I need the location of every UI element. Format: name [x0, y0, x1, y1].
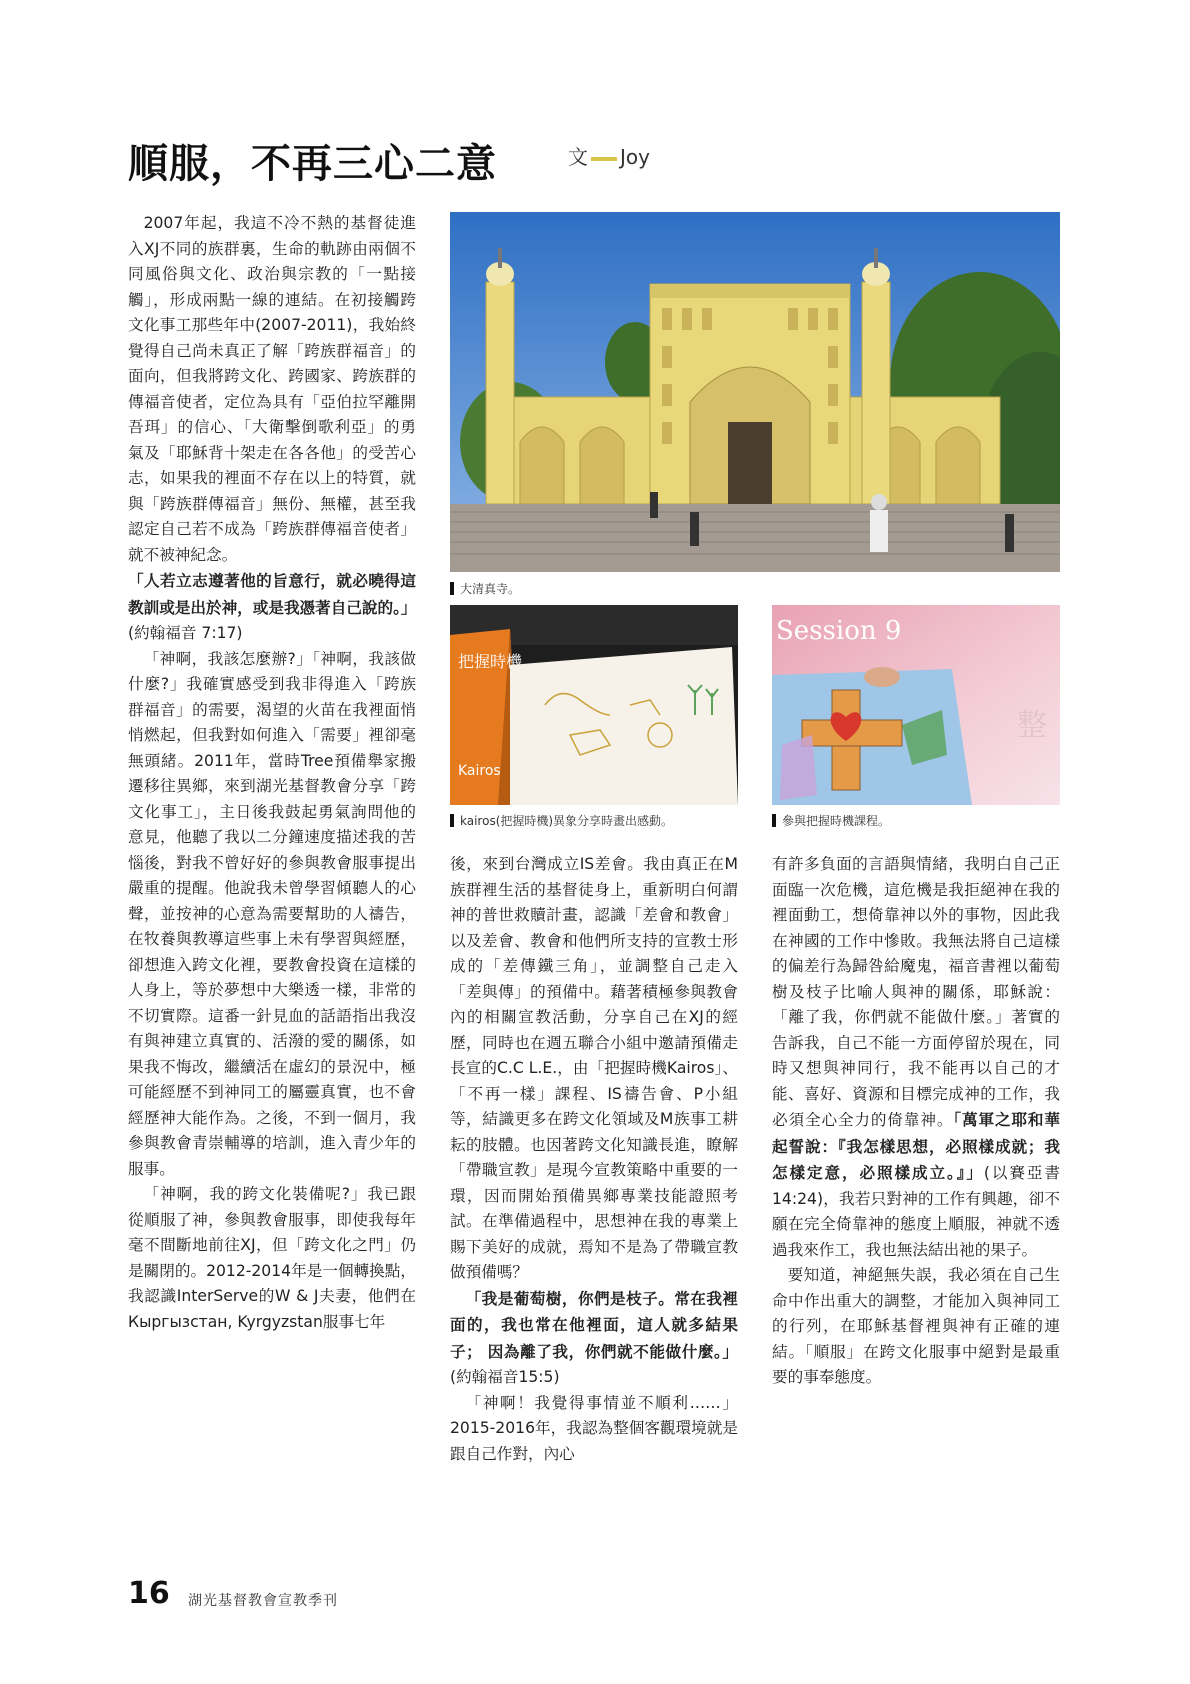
scripture-quote: [128, 568, 416, 647]
book-kairos-text: Kairos: [458, 763, 501, 779]
paragraph: 「神啊，我的跨文化裝備呢?」我已跟從順服了神，參與教會服事，即使我每年毫不間斷地前往XJ，但「跨文化之門」仍是關閉的。2012-2014年是一個轉換點，我認識InterServe的W & J夫妻，他們在Кыргызстан, Kyrgyzstan服事七年: [128, 1185, 416, 1331]
mosque-caption: [450, 580, 520, 597]
caption-bar: [450, 582, 454, 595]
paragraph: [772, 852, 1060, 1263]
session-caption: [772, 812, 890, 829]
caption-bar: [450, 814, 454, 827]
scripture-reference: (約翰福音15:5): [450, 1368, 560, 1386]
article-title: 順服，不再三心二意: [128, 141, 497, 187]
text-column-3: [772, 852, 1060, 1391]
paragraph: 「神啊！我覺得事情並不順利……」2015-2016年，我認為整個客觀環境就是跟自己作對，內心: [450, 1393, 738, 1463]
scripture-reference: (約翰福音 7:17): [128, 624, 243, 642]
page-number: 16: [128, 1576, 170, 1611]
author-line: [568, 141, 650, 170]
author-name: Joy: [620, 145, 650, 169]
author-prefix: 文: [568, 145, 588, 169]
author-dash: [591, 157, 617, 161]
scripture-quote: [450, 1286, 738, 1391]
text-column-1: [128, 211, 416, 1335]
publication-name: 湖光基督教會宣教季刊: [188, 1593, 338, 1609]
session-slide-text: Session 9: [776, 616, 902, 646]
scripture-text: 「我是葡萄樹，你們是枝子。常在我裡面的，我也常在他裡面，這人就多結果子； 因為離了我，你們就不能做什麼。」: [450, 1288, 738, 1361]
scripture-text: 「人若立志遵著他的旨意行，就必曉得這教訓或是出於神，或是我憑著自己說的。」: [128, 571, 417, 617]
paragraph: 「神啊，我該怎麼辦?」「神啊，我該做什麼?」我確實感受到我非得進入「跨族群福音」的需要，渴望的火苗在我裡面悄悄燃起，但我對如何進入「需要」裡卻毫無頭緒。2011年，當時Tree預備舉家搬遷移往異鄉，來到湖光基督教會分享「跨文化事工」，主日後我鼓起勇氣詢問他的意見，他聽了我以二分鐘速度描述我的苦惱後，對我不曾好好的參與教會服事提出嚴重的提醒。他說我未曾學習傾聽人的心聲，並按神的心意為需要幫助的人禱告，在牧養與教導這些事上未有學習與經歷，卻想進入跨文化裡，要教會投資在這樣的人身上，等於夢想中大樂透一樣，非常的不切實際。這番一針見血的話語指出我沒有與神建立真實的、活潑的愛的關係，如果我不悔改，繼續活在虛幻的景況中，極可能經歷不到神同工的屬靈真實，也不會經歷神大能作為。之後，不到一個月，我參與教會青崇輔導的培訓，進入青少年的服事。: [128, 649, 416, 1178]
text-column-2: [450, 852, 738, 1467]
book-cover-text: 把握時機: [458, 652, 523, 671]
session-photo: [772, 605, 1060, 805]
paragraph-text: ，我若只對神的工作有興趣，卻不願在完全倚靠神的態度上順服，神就不透過我來作工，我也無法結出祂的果子。: [772, 1189, 1060, 1259]
paragraph: 要知道，神絕無失誤，我必須在自己生命中作出重大的調整，才能加入與神同工的行列，在耶穌基督裡與神有正確的連結。「順服」在跨文化服事中絕對是最重要的事奉態度。: [772, 1266, 1060, 1386]
session-side-text: 整: [1017, 708, 1047, 743]
caption-text: 參與把握時機課程。: [782, 814, 891, 828]
caption-text: kairos(把握時機)異象分享時畫出感動。: [460, 814, 674, 828]
caption-bar: [772, 814, 776, 827]
paragraph: 後，來到台灣成立IS差會。我由真正在M族群裡生活的基督徒身上，重新明白何謂神的普世救贖計畫，認識「差會和教會」以及差會、教會和他們所支持的宣教士形成的「差傳鐵三角」，並調整自己走入「差與傳」的預備中。藉著積極參與教會內的相關宣教活動，分享自己在XJ的經歷，同時也在週五聯合小組中邀請預備走長宣的C.C L.E.，由「把握時機Kairos」、「不再一樣」課程、IS禱告會、P小組等，結識更多在跨文化領域及M族事工耕耘的肢體。也因著跨文化知識長進，瞭解「帶職宣教」是現今宣教策略中重要的一環，因而開始預備異鄉專業技能證照考試。在準備過程中，思想神在我的專業上賜下美好的成就，焉知不是為了帶職宣教做預備嗎？: [450, 855, 738, 1281]
kairos-drawing-photo: [450, 605, 738, 805]
kairos-caption: [450, 812, 673, 829]
caption-text: 大清真寺。: [460, 582, 521, 596]
paragraph: 2007年起，我這不冷不熱的基督徒進入XJ不同的族群裏，生命的軌跡由兩個不同風俗與文化、政治與宗教的「一點接觸」，形成兩點一線的連結。在初接觸跨文化事工那些年中(2007-2011)，我始終覺得自己尚未真正了解「跨族群福音」的面向，但我將跨文化、跨國家、跨族群的傳福音使者，定位為具有「亞伯拉罕離開吾珥」的信心、「大衛擊倒歌利亞」的勇氣及「耶穌背十架走在各各他」的受苦心志，如果我的裡面不存在以上的特質，就與「跨族群傳福音」無份、無權，甚至我認定自己若不成為「跨族群傳福音使者」就不被神紀念。: [128, 214, 416, 564]
mosque-photo: [450, 212, 1060, 572]
paragraph-text: 有許多負面的言語與情緒，我明白自己正面臨一次危機，這危機是我拒絕神在我的裡面動工，想倚靠神以外的事物，因此我在神國的工作中慘敗。我無法將自己這樣的偏差行為歸咎給魔鬼，福音書裡以葡萄樹及枝子比喻人與神的關係，耶穌說：「離了我，你們就不能做什麼。」著實的告訴我，自己不能一方面停留於現在，同時又想與神同行，我不能再以自己的才能、喜好、資源和目標完成神的工作，我必須全心全力的倚靠神。: [772, 855, 1060, 1129]
scripture-reference: (以賽亞書14:24): [772, 1164, 1060, 1208]
scripture-text: 「萬軍之耶和華起誓說：『我怎樣思想，必照樣成就；我怎樣定意，必照樣成立。』」: [772, 1110, 1060, 1182]
